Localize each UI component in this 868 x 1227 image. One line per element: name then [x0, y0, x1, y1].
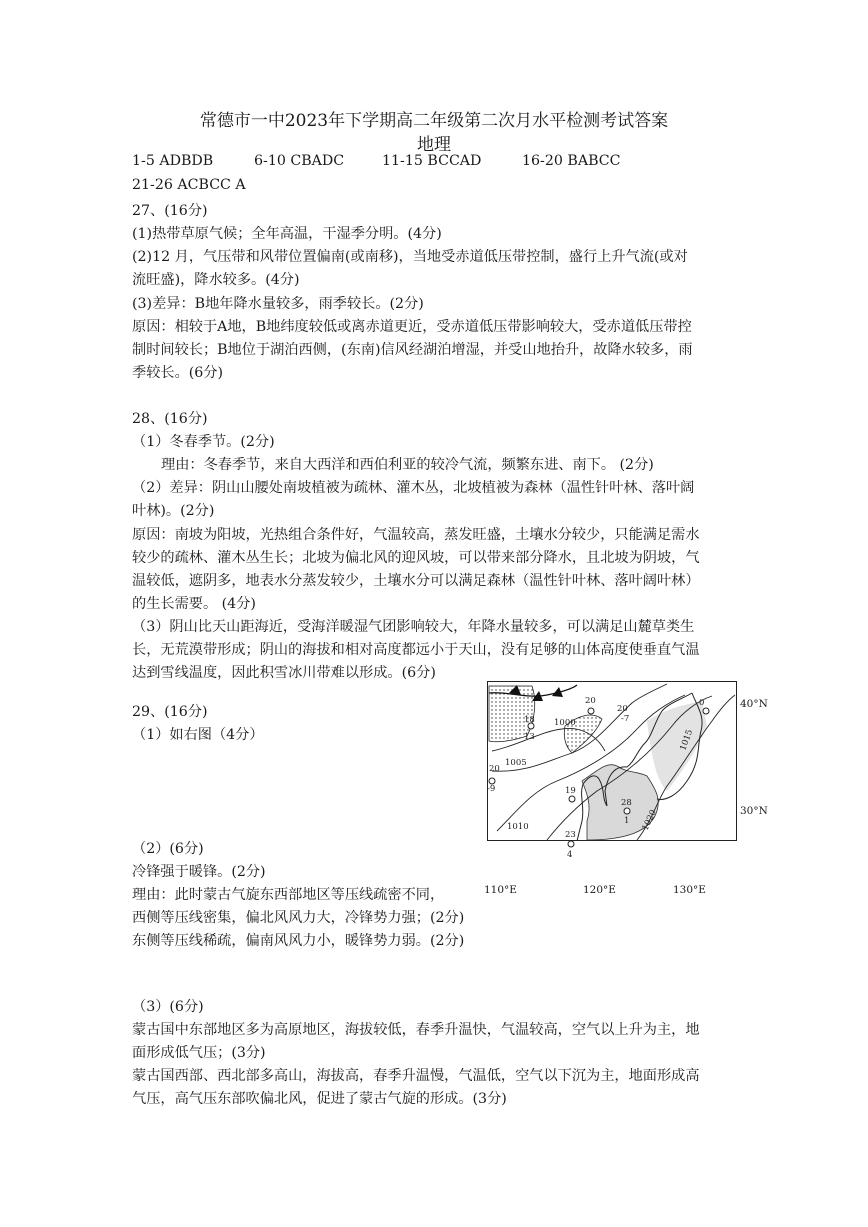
isobar-label: 1005: [505, 758, 527, 768]
answer-group: 1-5 ADBDB: [132, 153, 214, 169]
q29-line: 气压，高气压东部吹偏北风，促进了蒙古气旋的形成。(3分): [132, 1091, 507, 1107]
q29-line: 面形成低气压；(3分): [132, 1045, 266, 1061]
q28-line: 达到雪线温度，因此积雪冰川带难以形成。(6分): [132, 665, 436, 681]
q28-line: （1）冬春季节。(2分): [132, 434, 275, 450]
answer-key-row-2: 21-26 ACBCC A: [132, 177, 246, 193]
station-value: 23: [565, 830, 576, 840]
answer-key-row-1: [132, 153, 620, 169]
station-value: 19: [565, 786, 576, 796]
q29-line: 冷锋强于暖锋。(2分): [132, 864, 266, 880]
q28-line: 原因：南坡为阳坡，光热组合条件好，气温较高，蒸发旺盛，土壤水分较少，只能满足需水: [132, 527, 700, 543]
lat-label: 30°N: [740, 805, 768, 817]
q28-line: 理由：冬春季节，来自大西洋和西伯利亚的较冷气流，频繁东进、南下。 (2分): [161, 457, 654, 473]
station-marker: [569, 796, 575, 802]
q29-line: 蒙古国西部、西北部多高山，海拔高，春季升温慢，气温低，空气以下沉为主，地面形成高: [132, 1068, 700, 1084]
station-value: 0: [699, 698, 705, 708]
q27-line: 制时间较长；B地位于湖泊西侧，(东南)信风经湖泊增湿，并受山地抬升，故降水较多，雨: [132, 342, 693, 358]
station-value: 18: [524, 715, 535, 725]
q29-line: （2）(6分): [132, 841, 204, 857]
q29-line: 西侧等压线密集，偏北风风力大，冷锋势力强；(2分): [132, 910, 465, 926]
isobar-label: 1020: [640, 808, 659, 833]
document-title: 常德市一中2023年下学期高二年级第二次月水平检测考试答案: [199, 111, 669, 131]
q29-line: 东侧等压线稀疏，偏南风风力小，暖锋势力弱。(2分): [132, 933, 465, 949]
q28-heading: 28、(16分): [132, 411, 208, 427]
q27-heading: 27、(16分): [132, 203, 208, 219]
isobar-weather-map: [487, 681, 737, 895]
q29-line: 理由：此时蒙古气旋东西部地区等压线疏密不同，: [132, 887, 445, 903]
station-value: 20: [489, 764, 500, 774]
station-value: 13: [524, 732, 535, 742]
q27-line: 季较长。(6分): [132, 365, 224, 381]
answer-group: 11-15 BCCAD: [382, 153, 482, 169]
q28-line: （2）差异：阴山山腰处南坡植被为疏林、灌木丛，北坡植被为森林（温性针叶林、落叶阔: [132, 480, 695, 496]
lon-label: 130°E: [673, 884, 706, 896]
q27-line: 流旺盛)，降水较多。(4分): [132, 272, 300, 288]
q29-line: （3）(6分): [132, 999, 204, 1015]
lon-label: 110°E: [484, 884, 517, 896]
station-marker: [588, 708, 594, 714]
station-marker: [624, 808, 630, 814]
station-value: -7: [621, 714, 630, 724]
q27-line: 原因：相较于A地，B地纬度较低或离赤道更近，受赤道低压带影响较大，受赤道低压带控: [132, 319, 692, 335]
q29-line: 蒙古国中东部地区多为高原地区，海拔较低，春季升温快，气温较高，空气以上升为主，地: [132, 1022, 700, 1038]
q29-heading: 29、(16分): [132, 704, 208, 720]
q28-line: 较少的疏林、灌木丛生长；北坡为偏北风的迎风坡，可以带来部分降水，且北坡为阴坡，气: [132, 550, 700, 566]
station-marker: [568, 841, 574, 847]
q28-line: 的生长需要。 (4分): [132, 596, 256, 612]
q27-line: (2)12 月，气压带和风带位置偏南(或南移)，当地受赤道低压带控制，盛行上升气流(或对: [132, 249, 688, 265]
isobar-label: 1015: [678, 728, 696, 753]
station-marker: [703, 708, 709, 714]
q29-line: （1）如右图（4分）: [132, 727, 264, 743]
q27-line: (1)热带草原气候；全年高温，干湿季分明。(4分): [132, 226, 442, 242]
station-value: 1: [624, 816, 630, 826]
isobar-label: 1010: [507, 822, 529, 832]
q28-line: （3）阴山比天山距海近，受海洋暖湿气团影响较大，年降水量较多，可以满足山麓草类生: [132, 619, 695, 635]
isobar-label: 1000: [554, 718, 576, 728]
station-value: 28: [621, 798, 632, 808]
subject-title: 地理: [417, 135, 451, 155]
q28-line: 叶林)。(2分): [132, 503, 215, 519]
lon-label: 120°E: [583, 884, 616, 896]
lat-label: 40°N: [740, 698, 768, 710]
q27-line: (3)差异：B地年降水量较多，雨季较长。(2分): [132, 296, 424, 312]
q28-line: 温较低，遮阴多，地表水分蒸发较少，土壤水分可以满足森林（温性针叶林、落叶阔叶林）: [132, 573, 700, 589]
station-value: 20: [617, 704, 628, 714]
q28-line: 长，无荒漠带形成；阴山的海拔和相对高度都远小于天山，没有足够的山体高度使垂直气温: [132, 642, 700, 658]
station-value: 4: [567, 850, 573, 860]
answer-group: 16-20 BABCC: [522, 153, 621, 169]
answer-group: 6-10 CBADC: [254, 153, 345, 169]
station-value: 20: [585, 696, 596, 706]
station-value: -9: [487, 784, 496, 794]
weather-map-svg: [487, 681, 737, 895]
